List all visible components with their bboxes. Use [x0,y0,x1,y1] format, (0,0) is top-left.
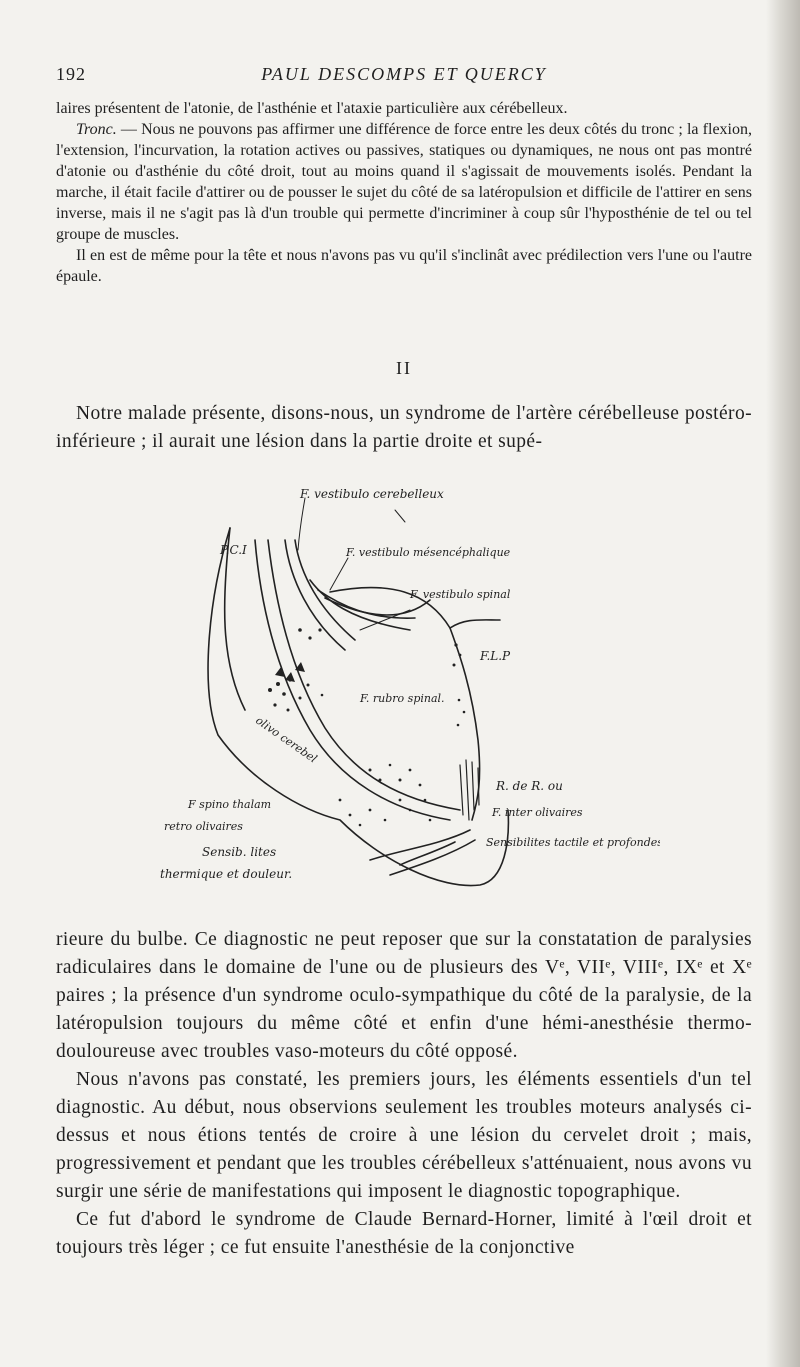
hatching [460,760,479,820]
paragraph: rieure du bulbe. Ce diagnostic ne peut reposer que sur la constatation de paralysies radiculaires dans le domaine de l'une ou de plusieurs des Vᵉ, VIIᵉ, VIIIᵉ, IXᵉ et Xᵉ paires ; la présence d'un syndrome oculo-sympathique du côté de la paralysie, de la latéropulsion toujours du même côté et enfin d'une hémi-anesthésie thermo-douloureuse avec troubles vaso-moteurs du côté opposé. [56,929,752,1062]
paragraph: Nous n'avons pas constaté, les premiers jours, les éléments essentiels d'un tel diagnostic. Au début, nous observions seulement les troubles moteurs analysés ci-dessus et nous étions tentés de croire à une lésion du cervelet droit ; mais, progressivement et pendant que les troubles cérébelleux s'atténuaient, nous avons vu surgir une série de manifestations qui imposent le diagnostic topographique. [56,1069,752,1202]
contour-line [208,528,508,886]
label-retro-olivaires: retro olivaires [164,820,243,833]
bottom-text-block [56,926,752,1262]
label-sensib-thermique: Sensib. lites [202,845,277,859]
label-olivo-cerebelleux: olivo cerebel [253,713,320,766]
label-rubro-spinal: F. rubro spinal. [360,692,445,705]
contour-line [370,830,470,860]
label-vestibulo-spinal: F. vestibulo spinal [410,588,511,601]
page-number: 192 [56,64,86,84]
paragraph-tronc [56,119,752,245]
bulb-diagram [160,480,660,892]
label-r-de-r: R. de R. ou [496,779,563,793]
label-vestibulo-mesencephalique: F. vestibulo mésencéphalique [346,546,511,559]
label-flp: F.L.P [480,649,511,663]
paragraph-lead: Tronc. [76,121,117,138]
leader-line [395,510,405,522]
leader-line [298,498,305,550]
fiber-strand [268,540,460,810]
paragraph: Ce fut d'abord le syndrome de Claude Bernard-Horner, limité à l'œil droit et toujours très léger ; ce fut ensuite l'anesthésie de la conjonctive [56,1209,752,1258]
fiber-strand [255,540,450,820]
contour-line [390,840,475,875]
paragraph: Notre malade présente, disons-nous, un syndrome de l'artère cérébelleuse postéro-inférieure ; il aurait une lésion dans la partie droite et supé- [56,403,752,452]
label-thermique-douleur: thermique et douleur. [160,867,293,881]
label-spino-thalam: F spino thalam [188,798,272,811]
label-pci: P.C.I [220,543,247,557]
top-text-block [56,98,752,287]
intro-text-block [56,400,752,456]
paragraph: laires présentent de l'atonie, de l'asthénie et l'ataxie particulière aux cérébelleux. [56,100,568,117]
section-number: II [396,358,412,378]
bulb-diagram-drawing [160,480,660,892]
label-vestibulo-cerebelleux: F. vestibulo cerebelleux [300,487,444,501]
running-head: PAUL DESCOMPS ET QUERCY [261,64,547,84]
contour-line [450,620,500,628]
label-sensibilites-tactile: Sensibilites tactile et profondes [486,836,660,849]
label-inter-olivaires: F. inter olivaires [492,806,583,819]
page-edge-shadow [766,0,800,1367]
stippling [268,628,465,826]
paragraph-body: — Nous ne pouvons pas affirmer une différence de force entre les deux côtés du tronc ; la flexion, l'extension, l'incurvation, la rotation actives ou passives, statiques ou dynamiques, ne nous ont pas montré d'atonie ou d'asthénie du côté droit, tout au moins quand il s'agissait de mouvements isolés. Pendant la marche, il était facile d'attirer ou de pousser le sujet du côté de sa latéropulsion et difficile de l'attirer en sens inverse, mais il ne s'agit pas là d'un trouble qui permette d'incriminer à coup sûr l'hyposthénie de tel ou tel groupe de muscles. [56,121,752,243]
page-header [56,64,752,88]
leader-line [330,558,348,590]
paragraph: Il en est de même pour la tête et nous n'avons pas vu qu'il s'inclinât avec prédilection vers l'une ou l'autre épaule. [56,247,752,285]
